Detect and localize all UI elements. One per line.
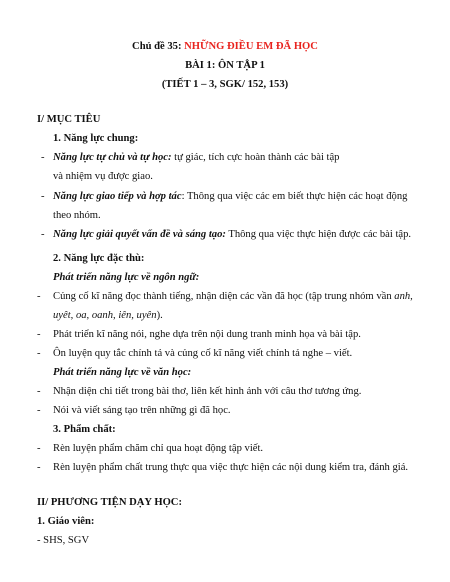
teacher-heading: 1. Giáo viên: bbox=[37, 516, 95, 527]
bullet-item: - bbox=[37, 348, 41, 359]
literature-competence-heading: Phát triển năng lực về văn học: bbox=[53, 367, 192, 378]
bullet-item: - bbox=[37, 443, 41, 454]
general-competence-heading: 1. Năng lực chung: bbox=[53, 133, 139, 144]
topic-title: NHỮNG ĐIỀU EM ĐÃ HỌC bbox=[184, 41, 318, 52]
bullet-item: - bbox=[37, 386, 41, 397]
general-item-3: Năng lực giải quyết vấn đề và sáng tạo: Thông qua việc thực hiện được các bài tập. bbox=[53, 229, 412, 240]
lesson-periods: (TIẾT 1 – 3, SGK/ 152, 153) bbox=[161, 79, 289, 90]
section-objectives-heading: I/ MỤC TIÊU bbox=[37, 114, 101, 125]
topic-prefix: Chủ đề 35: bbox=[132, 41, 182, 52]
topic-heading bbox=[0, 40, 450, 54]
literature-item-1: Nhận diện chi tiết trong bài thơ, liên kết hình ảnh với câu thơ tương ứng. bbox=[53, 386, 362, 397]
language-item-1-cont: uyêt, oa, oanh, iên, uyên). bbox=[53, 310, 163, 321]
section-materials-heading: II/ PHƯƠNG TIỆN DẠY HỌC: bbox=[37, 497, 182, 508]
language-item-1: Củng cố kĩ năng đọc thành tiếng, nhận diện các vần đã học (tập trung nhóm vần anh, bbox=[53, 291, 413, 302]
bullet-item: - bbox=[41, 152, 45, 163]
general-item-1-cont: và nhiệm vụ được giao. bbox=[53, 171, 153, 182]
general-item-1: Năng lực tự chủ và tự học: tự giác, tích cực hoàn thành các bài tập bbox=[53, 152, 340, 163]
bullet-item: - bbox=[41, 191, 45, 202]
bullet-item: - bbox=[37, 405, 41, 416]
bullet-item: - bbox=[37, 291, 41, 302]
language-item-3: Ôn luyện quy tắc chính tả và củng cố kĩ năng viết chính tả nghe – viết. bbox=[53, 348, 353, 359]
teacher-item: - SHS, SGV bbox=[37, 535, 90, 546]
bullet-item: - bbox=[37, 462, 41, 473]
language-competence-heading: Phát triển năng lực về ngôn ngữ: bbox=[53, 272, 200, 283]
general-item-2-cont: theo nhóm. bbox=[53, 210, 101, 221]
qualities-heading: 3. Phẩm chất: bbox=[53, 424, 116, 435]
general-item-2: Năng lực giao tiếp và hợp tác: Thông qua việc các em biết thực hiện các hoạt động bbox=[53, 191, 408, 202]
literature-item-2: Nói và viết sáng tạo trên những gì đã học. bbox=[53, 405, 231, 416]
quality-item-2: Rèn luyện phẩm chất trung thực qua việc thực hiện các nội dung kiểm tra, đánh giá. bbox=[53, 462, 409, 473]
quality-item-1: Rèn luyện phẩm chăm chỉ qua hoạt động tập viết. bbox=[53, 443, 264, 454]
language-item-2: Phát triển kĩ năng nói, nghe dựa trên nội dung tranh minh họa và bài tập. bbox=[53, 329, 361, 340]
specific-competence-heading: 2. Năng lực đặc thù: bbox=[53, 253, 145, 264]
bullet-item: - bbox=[37, 329, 41, 340]
lesson-title: BÀI 1: ÔN TẬP 1 bbox=[185, 60, 265, 71]
bullet-item: - bbox=[41, 229, 45, 240]
